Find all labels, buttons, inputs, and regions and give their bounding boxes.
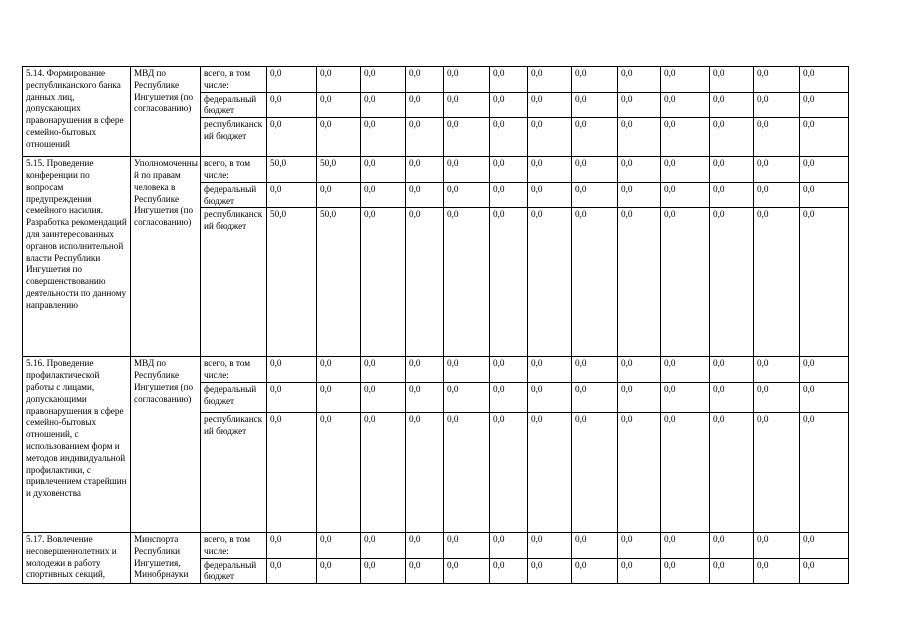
value-cell: 0,0 (661, 182, 710, 208)
value-cell: 0,0 (754, 357, 800, 383)
value-cell: 0,0 (800, 157, 849, 183)
value-cell: 50,0 (317, 157, 361, 183)
value-cell: 0,0 (710, 382, 754, 412)
value-cell: 0,0 (661, 558, 710, 584)
value-cell: 0,0 (572, 118, 618, 157)
value-cell: 0,0 (572, 357, 618, 383)
value-cell: 0,0 (572, 412, 618, 532)
funding-source-cell: республиканский бюджет (201, 208, 267, 357)
executor-cell: МВД по Республике Ингушетия (по согласованию) (131, 67, 201, 157)
value-cell: 0,0 (267, 532, 317, 558)
value-cell: 0,0 (406, 182, 444, 208)
value-cell: 0,0 (444, 67, 490, 93)
value-cell: 0,0 (800, 412, 849, 532)
executor-cell: МВД по Республике Ингушетия (по согласованию) (131, 357, 201, 533)
value-cell: 0,0 (406, 157, 444, 183)
value-cell: 0,0 (800, 382, 849, 412)
value-cell: 0,0 (572, 182, 618, 208)
value-cell: 0,0 (754, 67, 800, 93)
funding-source-cell: всего, в том числе: (201, 532, 267, 558)
value-cell: 0,0 (406, 92, 444, 118)
value-cell: 0,0 (267, 118, 317, 157)
value-cell: 0,0 (267, 558, 317, 584)
value-cell: 0,0 (800, 208, 849, 357)
value-cell: 0,0 (572, 157, 618, 183)
value-cell: 0,0 (444, 532, 490, 558)
value-cell: 0,0 (800, 67, 849, 93)
value-cell: 0,0 (317, 382, 361, 412)
value-cell: 0,0 (317, 412, 361, 532)
value-cell: 0,0 (618, 382, 661, 412)
measure-cell: 5.14. Формирование республиканского банка данных лиц, допускающих правонарушения в сфере семейно-бытовых отношений (23, 67, 131, 157)
value-cell: 0,0 (754, 382, 800, 412)
value-cell: 0,0 (444, 382, 490, 412)
table-row (23, 67, 849, 93)
value-cell: 0,0 (572, 92, 618, 118)
value-cell: 0,0 (528, 382, 572, 412)
value-cell: 0,0 (490, 208, 528, 357)
value-cell: 0,0 (317, 182, 361, 208)
funding-source-cell: всего, в том числе: (201, 67, 267, 93)
funding-source-cell: республиканский бюджет (201, 118, 267, 157)
value-cell: 0,0 (361, 532, 406, 558)
value-cell: 0,0 (754, 532, 800, 558)
value-cell: 0,0 (661, 118, 710, 157)
value-cell: 0,0 (618, 118, 661, 157)
value-cell: 0,0 (618, 92, 661, 118)
value-cell: 0,0 (710, 118, 754, 157)
measure-cell: 5.15. Проведение конференции по вопросам предупреждения семейного насилия. Разработка рекомендаций для заинтересованных органов исполнительной власти Республики Ингушетия по совершенствованию деятельности по данному направлению (23, 157, 131, 357)
table-row (23, 157, 849, 183)
value-cell: 0,0 (317, 558, 361, 584)
value-cell: 0,0 (661, 357, 710, 383)
value-cell: 0,0 (710, 92, 754, 118)
value-cell: 50,0 (267, 157, 317, 183)
value-cell: 0,0 (444, 208, 490, 357)
funding-source-cell: федеральный бюджет (201, 558, 267, 584)
value-cell: 0,0 (528, 357, 572, 383)
table-row (23, 357, 849, 383)
value-cell: 0,0 (267, 357, 317, 383)
value-cell: 0,0 (490, 532, 528, 558)
value-cell: 0,0 (661, 382, 710, 412)
value-cell: 0,0 (317, 357, 361, 383)
value-cell: 0,0 (406, 412, 444, 532)
value-cell: 0,0 (661, 208, 710, 357)
funding-source-cell: федеральный бюджет (201, 92, 267, 118)
value-cell: 0,0 (361, 558, 406, 584)
value-cell: 0,0 (754, 182, 800, 208)
value-cell: 0,0 (490, 558, 528, 584)
value-cell: 0,0 (528, 208, 572, 357)
value-cell: 0,0 (317, 67, 361, 93)
value-cell: 0,0 (661, 532, 710, 558)
value-cell: 0,0 (490, 157, 528, 183)
value-cell: 0,0 (618, 208, 661, 357)
funding-source-cell: всего, в том числе: (201, 357, 267, 383)
value-cell: 0,0 (710, 357, 754, 383)
value-cell: 0,0 (490, 357, 528, 383)
value-cell: 0,0 (317, 532, 361, 558)
value-cell: 0,0 (754, 558, 800, 584)
value-cell: 0,0 (800, 532, 849, 558)
value-cell: 0,0 (528, 412, 572, 532)
value-cell: 0,0 (710, 67, 754, 93)
value-cell: 0,0 (361, 118, 406, 157)
value-cell: 0,0 (361, 357, 406, 383)
value-cell: 0,0 (490, 182, 528, 208)
value-cell: 0,0 (754, 157, 800, 183)
value-cell: 0,0 (710, 412, 754, 532)
funding-source-cell: всего, в том числе: (201, 157, 267, 183)
value-cell: 0,0 (710, 157, 754, 183)
value-cell: 0,0 (490, 92, 528, 118)
value-cell: 0,0 (618, 412, 661, 532)
value-cell: 0,0 (528, 532, 572, 558)
value-cell: 0,0 (800, 357, 849, 383)
value-cell: 0,0 (618, 67, 661, 93)
value-cell: 0,0 (267, 412, 317, 532)
value-cell: 0,0 (444, 182, 490, 208)
value-cell: 0,0 (361, 67, 406, 93)
value-cell: 0,0 (618, 532, 661, 558)
value-cell: 0,0 (618, 558, 661, 584)
executor-cell: Уполномоченный по правам человека в Республике Ингушетия (по согласованию) (131, 157, 201, 357)
measure-cell: 5.16. Проведение профилактической работы с лицами, допускающими правонарушения в сфере семейно-бытовых отношений, с использованием форм и методов индивидуальной профилактики, с привлечением старейшин и духовенства (23, 357, 131, 533)
value-cell: 0,0 (618, 157, 661, 183)
value-cell: 0,0 (317, 92, 361, 118)
value-cell: 0,0 (361, 92, 406, 118)
value-cell: 0,0 (444, 118, 490, 157)
value-cell: 0,0 (710, 208, 754, 357)
funding-source-cell: федеральный бюджет (201, 382, 267, 412)
value-cell: 0,0 (572, 67, 618, 93)
value-cell: 0,0 (267, 92, 317, 118)
value-cell: 0,0 (361, 208, 406, 357)
value-cell: 0,0 (754, 412, 800, 532)
value-cell: 0,0 (572, 208, 618, 357)
value-cell: 0,0 (444, 92, 490, 118)
value-cell: 0,0 (444, 558, 490, 584)
value-cell: 0,0 (361, 412, 406, 532)
value-cell: 0,0 (361, 382, 406, 412)
value-cell: 0,0 (528, 157, 572, 183)
funding-source-cell: федеральный бюджет (201, 182, 267, 208)
value-cell: 0,0 (800, 92, 849, 118)
value-cell: 0,0 (572, 558, 618, 584)
value-cell: 0,0 (528, 558, 572, 584)
budget-table (22, 66, 849, 584)
table-row (23, 532, 849, 558)
table-body (23, 67, 849, 584)
value-cell: 0,0 (406, 558, 444, 584)
value-cell: 0,0 (754, 118, 800, 157)
value-cell: 0,0 (490, 382, 528, 412)
value-cell: 0,0 (490, 67, 528, 93)
value-cell: 0,0 (528, 182, 572, 208)
value-cell: 0,0 (267, 182, 317, 208)
value-cell: 0,0 (710, 532, 754, 558)
value-cell: 0,0 (661, 412, 710, 532)
value-cell: 0,0 (528, 92, 572, 118)
executor-cell: Минспорта Республики Ингушетия, Минобрнауки (131, 532, 201, 583)
value-cell: 0,0 (800, 182, 849, 208)
value-cell: 0,0 (710, 182, 754, 208)
value-cell: 0,0 (754, 92, 800, 118)
value-cell: 0,0 (618, 182, 661, 208)
measure-cell: 5.17. Вовлечение несовершеннолетних и молодежи в работу спортивных секций, (23, 532, 131, 583)
value-cell: 50,0 (267, 208, 317, 357)
value-cell: 0,0 (661, 67, 710, 93)
value-cell: 0,0 (406, 208, 444, 357)
value-cell: 0,0 (710, 558, 754, 584)
value-cell: 0,0 (572, 382, 618, 412)
value-cell: 0,0 (528, 118, 572, 157)
value-cell: 0,0 (618, 357, 661, 383)
value-cell: 0,0 (267, 382, 317, 412)
value-cell: 0,0 (572, 532, 618, 558)
value-cell: 0,0 (444, 357, 490, 383)
value-cell: 0,0 (661, 92, 710, 118)
value-cell: 0,0 (361, 182, 406, 208)
value-cell: 50,0 (317, 208, 361, 357)
value-cell: 0,0 (800, 118, 849, 157)
value-cell: 0,0 (406, 357, 444, 383)
value-cell: 0,0 (317, 118, 361, 157)
value-cell: 0,0 (444, 412, 490, 532)
value-cell: 0,0 (361, 157, 406, 183)
value-cell: 0,0 (444, 157, 490, 183)
value-cell: 0,0 (754, 208, 800, 357)
funding-source-cell: республиканский бюджет (201, 412, 267, 532)
value-cell: 0,0 (406, 118, 444, 157)
value-cell: 0,0 (406, 382, 444, 412)
value-cell: 0,0 (490, 118, 528, 157)
value-cell: 0,0 (490, 412, 528, 532)
value-cell: 0,0 (406, 532, 444, 558)
value-cell: 0,0 (528, 67, 572, 93)
value-cell: 0,0 (800, 558, 849, 584)
value-cell: 0,0 (406, 67, 444, 93)
value-cell: 0,0 (661, 157, 710, 183)
value-cell: 0,0 (267, 67, 317, 93)
